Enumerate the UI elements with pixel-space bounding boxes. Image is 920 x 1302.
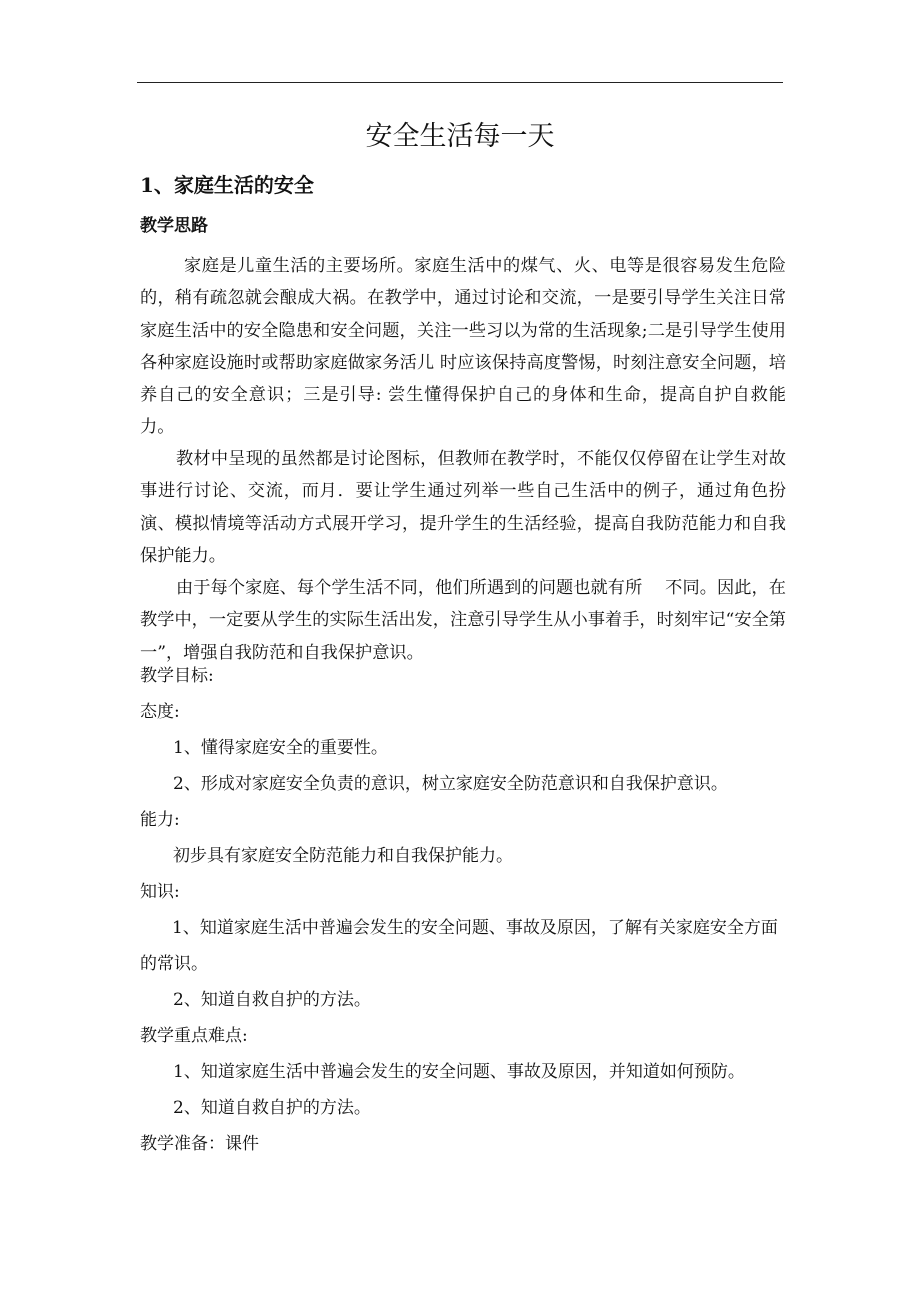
approach-paragraph-1: 家庭是儿童生活的主要场所。家庭生活中的煤气、火、电等是很容易发生危险的，稍有疏忽就会酿成大祸。在教学中，通过讨论和交流，一是要引导学生关注日常家庭生活中的安全隐患和安全问题，关注一些习以为常的生活现象;二是引导学生使用各种家庭设施时或帮助家庭做家务活儿 时应该保持高度警惕，时刻注意安全问题，培养自己的安全意识；三是引导: 尝生懂得保护自己的身体和生命，提高自护自救能力。 xyxy=(140,256,786,438)
ability-text: 初步具有家庭安全防范能力和自我保护能力。 xyxy=(173,846,513,866)
objectives-heading: 教学目标: xyxy=(140,666,214,686)
approach-paragraph-2: 教材中呈现的虽然都是讨论图标，但教师在教学时，不能仅仅停留在让学生对故事进行讨论、交流，而月．要让学生通过列举一些自己生活中的例子，通过角色扮演、模拟情境等活动方式展开学习，提升学生的生活经验，提高自我防范能力和自我保护能力。 xyxy=(140,449,786,566)
knowledge-item-1: 1、知道家庭生活中普遍会发生的安全问题、事故及原因，了解有关家庭安全方面的常识。 xyxy=(140,918,778,974)
key-point-item-2: 2、知道自救自护的方法。 xyxy=(173,1098,371,1118)
section-heading: 1、家庭生活的安全 xyxy=(140,173,314,197)
teaching-approach-heading: 教学思路 xyxy=(140,216,208,236)
key-point-item-1: 1、知道家庭生活中普遍会发生的安全问题、事故及原因，并知道如何预防。 xyxy=(173,1062,745,1082)
knowledge-item-2: 2、知道自救自护的方法。 xyxy=(173,990,371,1010)
preparation-line: 教学准备：课件 xyxy=(140,1134,259,1154)
key-points-heading: 教学重点难点: xyxy=(140,1026,248,1046)
knowledge-label: 知识: xyxy=(140,882,180,902)
header-rule xyxy=(137,82,783,83)
attitude-label: 态度: xyxy=(140,702,180,722)
approach-paragraph-3: 由于每个家庭、每个学生活不同，他们所遇到的问题也就有所 不同。因此，在教学中，一定要从学生的实际生活出发，注意引导学生从小事着手，时刻牢记“安全第一”，增强自我防范和自我保护意识。 xyxy=(140,578,786,663)
attitude-item-1: 1、懂得家庭安全的重要性。 xyxy=(173,738,388,758)
ability-label: 能力: xyxy=(140,810,180,830)
document-title: 安全生活每一天 xyxy=(365,121,555,152)
attitude-item-2: 2、形成对家庭安全负责的意识，树立家庭安全防范意识和自我保护意识。 xyxy=(173,774,728,794)
